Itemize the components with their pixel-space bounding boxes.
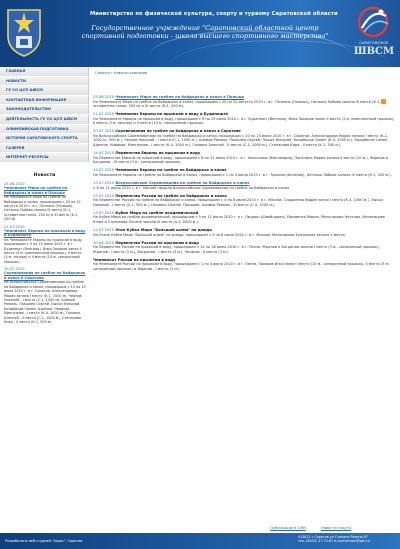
news-link[interactable]: Чемпионат Европы по прыжкам в воду в Будапеште — [4, 228, 86, 238]
news-summary: На Чемпионате Мира по гребле на байдарках и каноэ, прошедшем с 20 по 22 августа 2010 г. в г. Познань (Польша), Наталья Лобова заняла III место (К-1, эстафетная гонка, 200 м) и XI место (К-1, 200 м). — [4, 195, 81, 222]
entry-date: 13.07.2010 — [93, 193, 115, 198]
entry-title-link[interactable]: Чемпионат Мира по гребле на байдарках и каноэ в Польше — [115, 95, 244, 99]
contact-info — [298, 535, 370, 543]
news-entry — [93, 151, 395, 165]
news-date: 21.07.2010 — [4, 224, 25, 229]
nav-item-contacts[interactable]: КОНТАКТНАЯ ИНФОРМАЦИЯ — [0, 96, 89, 106]
news-entry — [93, 241, 395, 255]
news-entry — [93, 112, 395, 126]
entry-date: 10.06.2010 — [93, 240, 115, 245]
entry-title-link[interactable]: Соревнования по гребле на байдарках и каноэ в Саратове — [115, 129, 241, 134]
entry-body: С 8 по 11 июля 2010 г. в г. Москва прошли Всероссийские Соревнования по гребле на байдарках и каноэ — [93, 185, 290, 190]
entry-title-link[interactable]: Первенство России по гребле на байдарках и каноэ — [115, 193, 227, 198]
news-link[interactable]: Соревнования по гребле на байдарках и каноэ в Саратове — [4, 271, 86, 280]
entry-body: На Чемпионате Европы по прыжкам в воду, прошедшем с 9 по 15 июля 2010 г. в г. Будапешт (Венгрия), Илья Захаров занял II место (3 м, комплексный прыжок), II место (3 м, личное) и II место (10 м, синхронный прыжок). — [93, 116, 395, 126]
entry-body: На Всероссийских Соревнованиях по гребле на байдарках и каноэ, прошедших с 10 по 15 июля 2010 г. в г. Саратов, Александрова Мария заняла I место (К-1, 1000 м., 500 м.), Чернов Николай - I место (С-1, 1000 м.), Алимов Рамиль, Пакшаев Сергей, Лысых Николай, Колыбасов Семен (К-4, 1000 м.), Колыбасов Семен, Щипков, Новиков, Мингалиев - I место (К-4, 1000 м.), Головко Алексей - II место (С-1, 1000 м.), Степанова Кира - II место (К-1, 500 м.). — [93, 133, 389, 147]
entry-title-link[interactable]: Первенство Европы по прыжкам в воду — [115, 151, 201, 156]
entry-title-link[interactable]: Всероссийские Соревнования по гребле на байдарках и каноэ — [115, 180, 250, 185]
sidebar-news-item — [4, 182, 86, 222]
news-link[interactable]: Чемпионат Мира по гребле на байдарках и каноэ в Польше — [4, 185, 68, 195]
entry-date: 25.08.2010 — [93, 95, 115, 99]
news-feed — [93, 95, 395, 275]
news-entry — [93, 194, 395, 208]
sidebar-news-list — [0, 182, 89, 325]
news-entry — [93, 228, 395, 237]
entry-title-link[interactable]: Первенство России по прыжкам в воду — [115, 240, 200, 245]
logo-caption: САРАТОВСКОЕ — [359, 41, 389, 45]
entry-body: На Первенстве Европы по прыжкам в воду, прошедшем с 8 по 11 июля 2010 г. в г. Хельсинки (Финляндия), Полунина Мария заняла II место (10 м.), Жданов и Богданов - III место (3 м., синхронный прыжок). — [93, 155, 389, 165]
entry-body: На Чемпионате Мира по гребле на байдарках и каноэ, прошедшем с 20 по 22 августа 2010 г. в г. Познань (Польша), Наталья Лобова заняла III место (К-1, эстафетная гонка, 200 м) и XI место (К-1, 200 м). — [93, 99, 381, 109]
entry-date: 13.07.2010 — [93, 210, 115, 215]
news-entry — [93, 181, 395, 190]
main-nav — [0, 67, 89, 163]
news-entry — [93, 129, 395, 147]
nav-item-resources[interactable]: ИНТЕРНЕТ-РЕСУРСЫ — [0, 153, 89, 163]
entry-title-link[interactable]: Чемпионат Европы по гребле на байдарках и каноэ — [115, 168, 227, 173]
news-entry — [93, 258, 395, 272]
sidebar-news-item — [4, 225, 86, 265]
news-date: 20.07.2010 — [4, 267, 25, 272]
news-entry — [93, 95, 395, 109]
entry-date: 13.07.2010 — [93, 180, 115, 185]
sidebar-news-title: Новости — [33, 172, 56, 178]
phone-email: тел.:(8452) 27-72-67 e-mail:shvsm@san.ru — [298, 539, 370, 544]
organization-name — [60, 24, 350, 40]
nav-item-gallery[interactable]: ГАЛЕРЕЯ — [0, 144, 89, 154]
news-entry — [93, 211, 395, 225]
breadcrumb-separator: » — [109, 71, 114, 75]
entry-title-link[interactable]: Кубок Мира по гребле академической — [115, 210, 199, 215]
nav-item-legislation[interactable]: ЗАКОНОДАТЕЛЬСТВО — [0, 105, 89, 115]
nav-item-activity[interactable]: ДЕЯТЕЛЬНОСТЬ ГУ СО ЦСП ШВСМ — [0, 115, 89, 125]
news-summary: На Чемпионате Европы по прыжкам в воду, прошедшем с 9 по 15 июля 2010 г. в г. Будапешт (Венгрия), Илья Захаров занял II место (3 м, комплексный прыжок), II место (3 м, личное) и II место (10 м, синхронный прыжок). — [4, 237, 83, 264]
entry-body: На Первенстве России по прыжкам в воду, прошедшем с 14 по 18 июня 2010 г. в г. Пенза, Жданов и Богданов заняли I место (3 м., синхронный прыжок), Жданов - I место (1 м.), Богданов - I место (3 м.), Чесаков - II место (3 м.). — [93, 245, 380, 254]
site-footer — [0, 533, 400, 549]
entry-title-link[interactable]: Этап Кубка Мира "Большой шлем" по дзюдо — [115, 228, 212, 232]
sidebar-news-item — [4, 267, 86, 324]
news-date: 25.08.2010 — [4, 181, 25, 186]
footer-link-sport-news[interactable]: Новости спорта — [321, 526, 351, 530]
entry-date: 14.07.2010 — [93, 151, 115, 156]
nav-item-olympic[interactable]: ОЛИМПИЙСКАЯ ПОДГОТОВКА — [0, 125, 89, 135]
nav-item-home[interactable]: ГЛАВНАЯ — [0, 67, 89, 77]
breadcrumb-home[interactable]: Главная — [95, 71, 110, 75]
entry-body: На Чемпионате Европы по гребле на байдарках и каноэ, прошедшем с 1 по 4 июля 2010 г. в г. Тразона (Испания), Наталья Лобова заняла IV место (К-1, 200 м.). — [93, 172, 392, 177]
nav-item-history[interactable]: ИСТОРИЯ САРАТОВСКОГО СПОРТА — [0, 134, 89, 144]
logo-title: ШВСМ — [353, 46, 395, 57]
address: 410012 г.Саратов ул.Степана Разина 87 — [298, 535, 368, 539]
nav-item-about[interactable]: ГУ СО ЦСП ШВСМ — [0, 86, 89, 96]
breadcrumb-current: Новости компании — [113, 71, 148, 75]
entry-date: 14.07.2010 — [93, 168, 115, 173]
entry-date: 12.07.2010 — [93, 228, 115, 232]
developer-credit[interactable]: Разработано веб-студией "Акрос", Саратов — [5, 539, 83, 543]
footer-link-media[interactable]: Публикации в СМИ — [270, 526, 306, 530]
ministry-name: Министерство по физической культуре, спорту и туризму Саратовской области — [90, 11, 338, 17]
coat-of-arms-icon — [4, 6, 44, 58]
breadcrumb — [95, 71, 147, 75]
entry-title-link[interactable]: Чемпионат России по прыжкам в воду — [93, 257, 176, 262]
entry-date: 21.07.2010 — [93, 112, 115, 117]
news-entry — [93, 168, 395, 177]
entry-body: На Кубке Мира по гребле академической, прошедшем с 9 по 11 июля 2010 г. в г. Люцерн (Швейцария), Ефименко Мария, Мельникова Наталия, Иноземцева Юлия и Стрелкова Оксана заняли III место (А-4, 2000 м.). — [93, 215, 385, 224]
entry-title-link[interactable]: Чемпионат Европы по прыжкам в воду в Будапеште — [115, 112, 229, 117]
sidebar — [0, 67, 89, 527]
organization-name-line1: Государственное учреждение "Саратовский областной центр — [91, 24, 319, 32]
site-header — [0, 0, 400, 67]
organization-name-line2: спортивной подготовки - школа высшего спортивного мастерства" — [81, 32, 329, 40]
entry-body: На Этапе Кубка Мира "Большой шлем" по дзюдо, прошедшем с 5 по 8 июля 2010 г. в г. Москва, Мельникова Екатерина заняла V место. — [93, 232, 346, 237]
entry-body: На Чемпионате России по прыжкам в воду, прошедшем с 1 по 4 июня 2010 г. в г. Пенза, Захаров Илья занял I место (10 м., синхронный прыжок), II место (3 м., синхронный прыжок) и Жданов - I место (1 м.). — [93, 262, 391, 271]
footer-links — [270, 526, 365, 530]
entry-body: На Первенстве России по гребле на байдарках и каноэ, прошедшем с 4 по 8 июля 2010 г. в г. Москва, Сидоренко Вадим занял I место (К-4, 1000 м.), Лысых Николай - I место (С-1, 500 м.), Неловко Сергей, Пакшаев, Алимов Рамиль - III место (С-4, 1000 м.). — [93, 198, 384, 207]
nav-item-news[interactable]: НОВОСТИ — [0, 77, 89, 87]
entry-date: 20.07.2010 — [93, 129, 115, 134]
news-summary: На Всероссийских Соревнованиях по гребле на байдарках и каноэ, прошедших с 10 по 15 июля 2010 г. в г. Саратов, Александрова Мария заняла I место (К-1, 1000 м), Чернов Николай - I место (С-1, 1000 м), Алимов Рамиль, Пакшаев Сергей, Лысых Николай, Колыбасов Семен, Щипков, Новиков, Мингалиев - I место (К-4, 1000 м), Головко Алексей - II место (С-1, 1000 м), Степанова Кира - II место (К-1, 500 м). — [4, 280, 86, 325]
